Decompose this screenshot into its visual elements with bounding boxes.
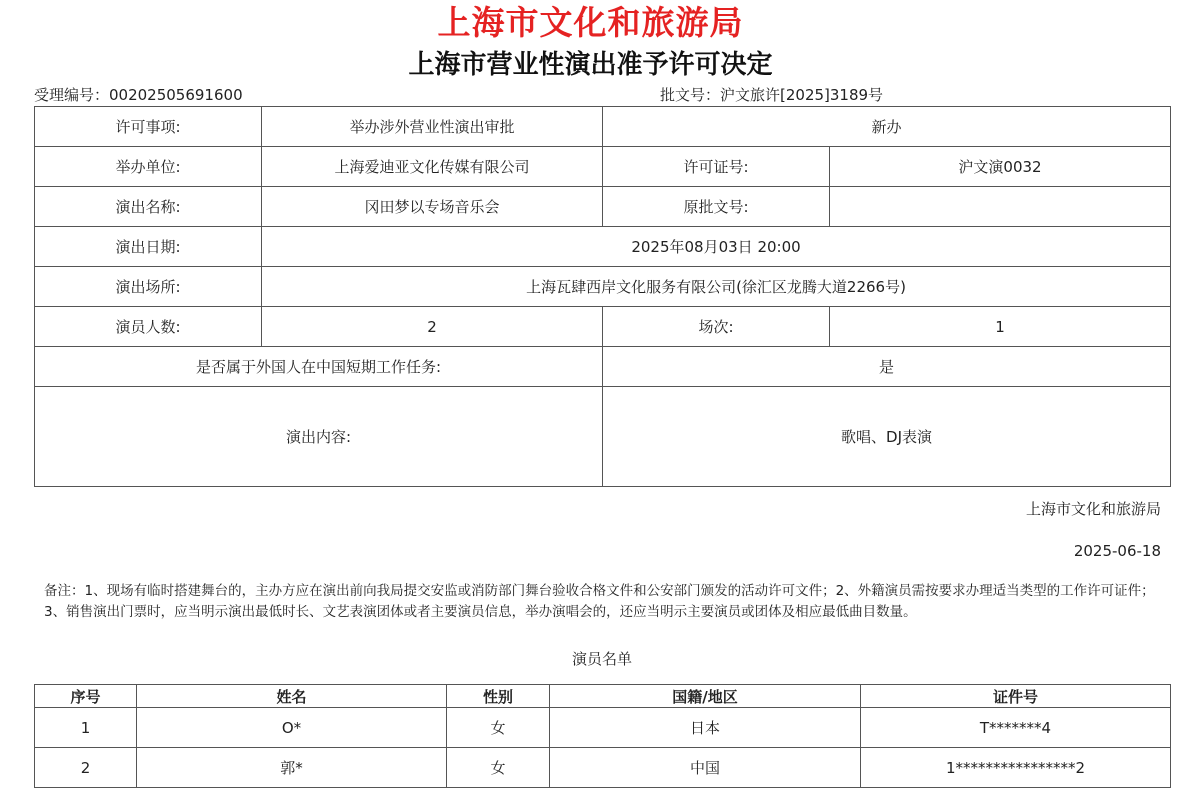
permit-item-label: 许可事项: xyxy=(35,107,262,147)
table-row xyxy=(35,387,1171,487)
permit-type-value: 新办 xyxy=(603,107,1171,147)
column-header-id-number: 证件号 xyxy=(861,685,1171,708)
show-content-label: 演出内容: xyxy=(35,387,603,487)
roster-cell-name: O* xyxy=(137,708,447,748)
show-content-value: 歌唱、DJ表演 xyxy=(603,387,1171,487)
table-row xyxy=(35,107,1171,147)
original-approval-label: 原批文号: xyxy=(603,187,830,227)
roster-title: 演员名单 xyxy=(571,650,632,668)
foreigner-task-label: 是否属于外国人在中国短期工作任务: xyxy=(35,347,603,387)
show-name-label: 演出名称: xyxy=(35,187,262,227)
signature-date: 2025-06-18 xyxy=(1073,542,1161,560)
permit-item-value: 举办涉外营业性演出审批 xyxy=(262,107,603,147)
show-name-value: 冈田梦以专场音乐会 xyxy=(262,187,603,227)
license-number-label: 许可证号: xyxy=(603,147,830,187)
original-approval-value xyxy=(830,187,1171,227)
issuing-org-title: 上海市文化和旅游局 xyxy=(437,3,744,42)
table-row xyxy=(35,347,1171,387)
venue-label: 演出场所: xyxy=(35,267,262,307)
venue-value: 上海瓦肆西岸文化服务有限公司(徐汇区龙腾大道2266号) xyxy=(262,267,1171,307)
permit-details-table xyxy=(34,106,1171,487)
column-header-nationality: 国籍/地区 xyxy=(550,685,861,708)
roster-cell-nationality: 中国 xyxy=(550,748,861,788)
roster-cell-name: 郭* xyxy=(137,748,447,788)
roster-cell-index: 1 xyxy=(35,708,137,748)
performer-roster-table xyxy=(34,684,1171,788)
foreigner-task-value: 是 xyxy=(603,347,1171,387)
performer-count-value: 2 xyxy=(262,307,603,347)
approval-number: 批文号：沪文旅许[2025]3189号 xyxy=(660,86,884,104)
roster-cell-index: 2 xyxy=(35,748,137,788)
sessions-value: 1 xyxy=(830,307,1171,347)
column-header-index: 序号 xyxy=(35,685,137,708)
table-row xyxy=(35,227,1171,267)
organizer-label: 举办单位: xyxy=(35,147,262,187)
roster-cell-gender: 女 xyxy=(447,708,550,748)
license-number-value: 沪文演0032 xyxy=(830,147,1171,187)
sessions-label: 场次: xyxy=(603,307,830,347)
show-date-label: 演出日期: xyxy=(35,227,262,267)
roster-cell-nationality: 日本 xyxy=(550,708,861,748)
roster-cell-id-number: 1****************2 xyxy=(861,748,1171,788)
roster-cell-id-number: T*******4 xyxy=(861,708,1171,748)
table-row xyxy=(35,708,1171,748)
remark-text: 备注：1、现场有临时搭建舞台的，主办方应在演出前向我局提交安监或消防部门舞台验收合格文件和公安部门颁发的活动许可文件；2、外籍演员需按要求办理适当类型的工作许可证件；3、销售演出门票时，应当明示演出最低时长、文艺表演团体或者主要演员信息，举办演唱会的，还应当明示主要演员或团体及相应最低曲目数量。 xyxy=(44,583,1155,620)
signature-org: 上海市文化和旅游局 xyxy=(1025,500,1161,518)
document-title: 上海市营业性演出准予许可决定 xyxy=(408,50,773,80)
table-row xyxy=(35,307,1171,347)
acceptance-number: 受理编号：00202505691600 xyxy=(34,86,243,104)
table-row xyxy=(35,187,1171,227)
column-header-name: 姓名 xyxy=(137,685,447,708)
show-date-value: 2025年08月03日 20:00 xyxy=(262,227,1171,267)
table-row xyxy=(35,147,1171,187)
table-header-row xyxy=(35,685,1171,708)
table-row xyxy=(35,267,1171,307)
column-header-gender: 性别 xyxy=(447,685,550,708)
roster-cell-gender: 女 xyxy=(447,748,550,788)
performer-count-label: 演员人数: xyxy=(35,307,262,347)
organizer-value: 上海爱迪亚文化传媒有限公司 xyxy=(262,147,603,187)
table-row xyxy=(35,748,1171,788)
